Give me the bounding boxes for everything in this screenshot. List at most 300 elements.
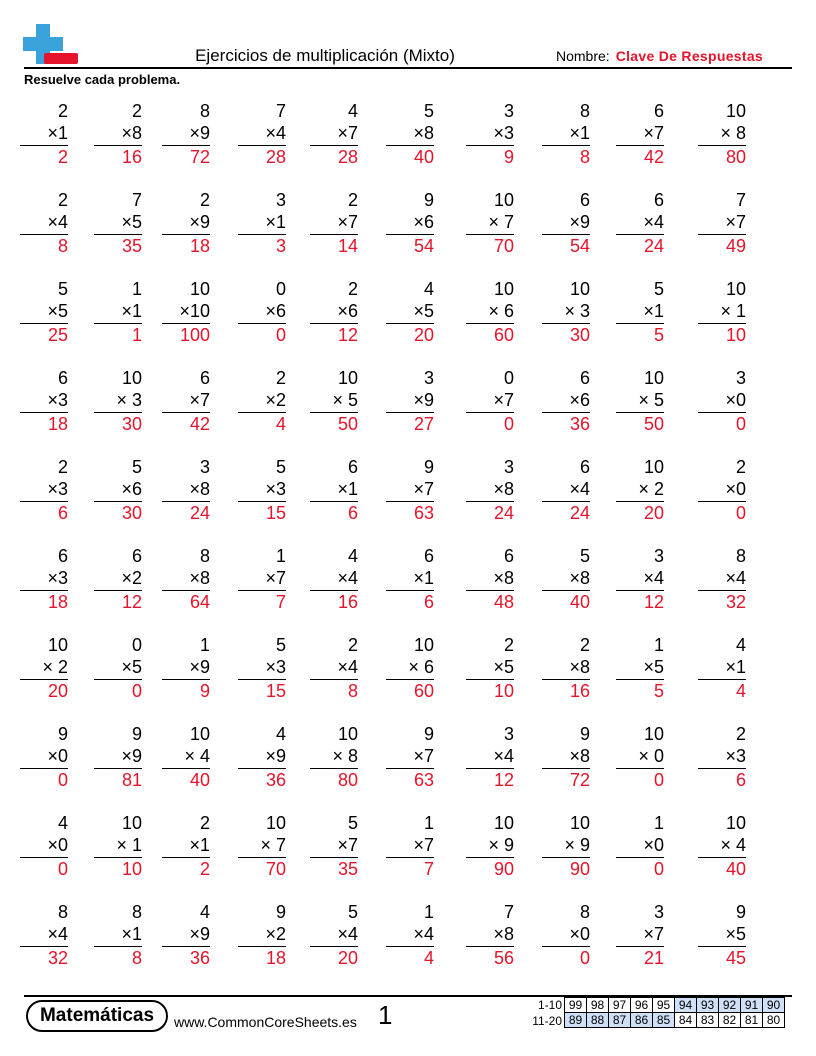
problem-answer: 36 (569, 414, 590, 434)
problem-multiplier: ×7 (386, 834, 434, 858)
score-cell: 94 (675, 998, 697, 1013)
problem (162, 278, 210, 350)
problem-top-number: 7 (131, 190, 142, 210)
problem-multiplier: ×7 (238, 567, 286, 591)
problem (542, 812, 590, 884)
site-url: www.CommonCoreSheets.es (174, 1014, 357, 1030)
problem-top-number: 9 (131, 724, 142, 744)
problem-top-number: 5 (275, 457, 286, 477)
problem-top-number: 7 (275, 101, 286, 121)
problem-answer: 48 (493, 592, 514, 612)
problem (698, 189, 746, 261)
problem-answer: 2 (199, 859, 210, 879)
problem (616, 634, 664, 706)
problem-top-number: 10 (725, 813, 746, 833)
problem (466, 278, 514, 350)
problem-top-number: 9 (275, 902, 286, 922)
problem-answer: 5 (653, 325, 664, 345)
score-cell: 89 (565, 1013, 587, 1028)
problem (616, 456, 664, 528)
problem-multiplier: ×9 (238, 745, 286, 769)
score-table (564, 997, 785, 1028)
problem (94, 278, 142, 350)
problem (20, 100, 68, 172)
problem-top-number: 2 (199, 190, 210, 210)
problem (616, 100, 664, 172)
problem-top-number: 8 (579, 101, 590, 121)
problem-top-number: 5 (347, 902, 358, 922)
problem-answer: 72 (189, 147, 210, 167)
problem-multiplier: ×9 (162, 122, 210, 146)
problem-multiplier: ×4 (466, 745, 514, 769)
problem-multiplier: ×4 (20, 211, 68, 235)
problem (466, 812, 514, 884)
problem (238, 901, 286, 973)
problem-multiplier: ×3 (20, 567, 68, 591)
problem-multiplier: ×5 (386, 300, 434, 324)
problem (94, 456, 142, 528)
problem-multiplier: × 0 (616, 745, 664, 769)
problem-answer: 64 (189, 592, 210, 612)
problem-multiplier: × 8 (698, 122, 746, 146)
problem-multiplier: ×4 (310, 567, 358, 591)
problem-multiplier: ×1 (542, 122, 590, 146)
problem-answer: 18 (47, 414, 68, 434)
problem-answer: 10 (725, 325, 746, 345)
score-row-label: 1-10 (537, 998, 562, 1012)
problem (162, 367, 210, 439)
problem-top-number: 2 (275, 368, 286, 388)
problem-multiplier: ×1 (162, 834, 210, 858)
problem-answer: 8 (347, 681, 358, 701)
problem-multiplier: ×1 (616, 300, 664, 324)
problem (20, 545, 68, 617)
problem-top-number: 2 (131, 101, 142, 121)
problem (466, 723, 514, 795)
problem-top-number: 10 (121, 813, 142, 833)
problem-multiplier: ×4 (310, 656, 358, 680)
problem-answer: 40 (413, 147, 434, 167)
score-cell: 88 (587, 1013, 609, 1028)
problem-top-number: 3 (653, 902, 664, 922)
problem-top-number: 10 (725, 101, 746, 121)
problem-top-number: 6 (199, 368, 210, 388)
problem-multiplier: ×7 (386, 478, 434, 502)
problem-top-number: 0 (131, 635, 142, 655)
problem-answer: 35 (121, 236, 142, 256)
problem (386, 367, 434, 439)
problem-top-number: 3 (653, 546, 664, 566)
problem-answer: 0 (57, 859, 68, 879)
problem (94, 812, 142, 884)
problem-answer: 20 (413, 325, 434, 345)
problem-multiplier: ×3 (20, 478, 68, 502)
problem (698, 723, 746, 795)
problem-answer: 50 (337, 414, 358, 434)
problem (162, 634, 210, 706)
problem (542, 545, 590, 617)
problem-top-number: 1 (653, 635, 664, 655)
problem (466, 100, 514, 172)
problem-answer: 15 (265, 681, 286, 701)
problem-multiplier: ×7 (310, 122, 358, 146)
score-cell: 86 (631, 1013, 653, 1028)
problem-multiplier: ×2 (94, 567, 142, 591)
problem-top-number: 10 (189, 279, 210, 299)
problem-answer: 40 (725, 859, 746, 879)
problem-multiplier: ×7 (310, 834, 358, 858)
problem (20, 189, 68, 261)
problem-multiplier: ×1 (386, 567, 434, 591)
score-cell: 97 (609, 998, 631, 1013)
problem-top-number: 6 (57, 546, 68, 566)
problem-multiplier: ×9 (162, 923, 210, 947)
problem-top-number: 10 (725, 279, 746, 299)
problem-multiplier: ×8 (466, 567, 514, 591)
problem-multiplier: ×9 (162, 656, 210, 680)
logo-icon (22, 22, 80, 68)
problem-top-number: 0 (275, 279, 286, 299)
problem-multiplier: ×3 (20, 389, 68, 413)
problem-answer: 0 (57, 770, 68, 790)
problem (386, 189, 434, 261)
problem-answer: 72 (569, 770, 590, 790)
problem (94, 634, 142, 706)
problem (386, 545, 434, 617)
problem-answer: 2 (57, 147, 68, 167)
problem-multiplier: ×2 (238, 389, 286, 413)
problem (310, 100, 358, 172)
problem (20, 634, 68, 706)
problem-multiplier: ×9 (542, 211, 590, 235)
problem-top-number: 4 (199, 902, 210, 922)
problem-multiplier: ×5 (698, 923, 746, 947)
problem-multiplier: ×8 (542, 745, 590, 769)
problem-top-number: 4 (735, 635, 746, 655)
problem (698, 634, 746, 706)
problem-answer: 0 (735, 414, 746, 434)
problem-top-number: 2 (503, 635, 514, 655)
problem (466, 367, 514, 439)
problem-answer: 8 (57, 236, 68, 256)
problem (542, 901, 590, 973)
problem-top-number: 6 (503, 546, 514, 566)
problem (466, 634, 514, 706)
problem-top-number: 2 (579, 635, 590, 655)
score-cell: 80 (763, 1013, 785, 1028)
problem-answer: 12 (337, 325, 358, 345)
problem-answer: 4 (275, 414, 286, 434)
problem-multiplier: ×4 (698, 567, 746, 591)
header-divider (24, 67, 792, 69)
problem-top-number: 6 (131, 546, 142, 566)
problem-multiplier: ×4 (386, 923, 434, 947)
score-cell: 83 (697, 1013, 719, 1028)
problem-answer: 1 (131, 325, 142, 345)
problem-answer: 0 (131, 681, 142, 701)
problem (542, 367, 590, 439)
problem-top-number: 2 (347, 279, 358, 299)
problem-answer: 56 (493, 948, 514, 968)
problem-multiplier: ×1 (698, 656, 746, 680)
problem-answer: 42 (643, 147, 664, 167)
problem (698, 100, 746, 172)
problem-top-number: 6 (579, 457, 590, 477)
problem-top-number: 6 (579, 190, 590, 210)
score-cell: 98 (587, 998, 609, 1013)
problem (310, 901, 358, 973)
score-cell: 93 (697, 998, 719, 1013)
problem-answer: 54 (569, 236, 590, 256)
problem-multiplier: × 1 (94, 834, 142, 858)
problem (616, 367, 664, 439)
problem (386, 634, 434, 706)
problem-answer: 24 (569, 503, 590, 523)
problem-top-number: 1 (275, 546, 286, 566)
problem (94, 100, 142, 172)
problem-top-number: 2 (735, 724, 746, 744)
problem-top-number: 8 (131, 902, 142, 922)
problem-top-number: 4 (347, 546, 358, 566)
problem-answer: 60 (413, 681, 434, 701)
problem (616, 278, 664, 350)
problem-multiplier: ×4 (20, 923, 68, 947)
problem (162, 901, 210, 973)
problem-multiplier: ×6 (542, 389, 590, 413)
problem-top-number: 10 (337, 724, 358, 744)
problem-multiplier: × 6 (386, 656, 434, 680)
problem-multiplier: ×5 (94, 211, 142, 235)
problem (542, 723, 590, 795)
problem-top-number: 8 (199, 546, 210, 566)
problem-top-number: 10 (121, 368, 142, 388)
problem-multiplier: ×5 (94, 656, 142, 680)
problem-answer: 40 (569, 592, 590, 612)
problem-top-number: 5 (653, 279, 664, 299)
problem (238, 545, 286, 617)
problem-answer: 90 (569, 859, 590, 879)
problem-multiplier: ×0 (20, 834, 68, 858)
problem-multiplier: ×3 (238, 478, 286, 502)
problem-answer: 30 (121, 503, 142, 523)
problem-top-number: 1 (131, 279, 142, 299)
problem-answer: 40 (189, 770, 210, 790)
problem-answer: 24 (493, 503, 514, 523)
problem (162, 812, 210, 884)
problem (238, 634, 286, 706)
problem-top-number: 4 (57, 813, 68, 833)
problem-top-number: 5 (275, 635, 286, 655)
score-cell: 81 (741, 1013, 763, 1028)
problem-multiplier: ×9 (386, 389, 434, 413)
problem-answer: 28 (265, 147, 286, 167)
problem-multiplier: × 4 (162, 745, 210, 769)
problem (310, 367, 358, 439)
problem (94, 367, 142, 439)
problem-answer: 16 (121, 147, 142, 167)
problem-top-number: 10 (47, 635, 68, 655)
brand-badge: Matemáticas (26, 1000, 168, 1032)
problem (238, 367, 286, 439)
problem-top-number: 3 (275, 190, 286, 210)
problem-top-number: 4 (275, 724, 286, 744)
problem-multiplier: × 1 (698, 300, 746, 324)
problem-multiplier: × 9 (466, 834, 514, 858)
problem-answer: 25 (47, 325, 68, 345)
name-value: Clave De Respuestas (615, 48, 764, 64)
problem (698, 456, 746, 528)
problem-answer: 4 (735, 681, 746, 701)
problem-answer: 80 (337, 770, 358, 790)
problem-multiplier: ×8 (542, 567, 590, 591)
problem-top-number: 3 (503, 724, 514, 744)
problem-answer: 3 (275, 236, 286, 256)
problem (162, 456, 210, 528)
problem-top-number: 9 (423, 457, 434, 477)
problem-answer: 50 (643, 414, 664, 434)
problem-top-number: 10 (493, 813, 514, 833)
problem-answer: 54 (413, 236, 434, 256)
name-label: Nombre: (556, 48, 610, 64)
problem-multiplier: ×7 (616, 122, 664, 146)
problem-multiplier: ×3 (466, 122, 514, 146)
problem-multiplier: ×8 (94, 122, 142, 146)
problem-top-number: 5 (347, 813, 358, 833)
problem-answer: 7 (275, 592, 286, 612)
problem-top-number: 3 (503, 101, 514, 121)
problem-answer: 12 (643, 592, 664, 612)
problem-answer: 30 (569, 325, 590, 345)
problem-multiplier: × 6 (466, 300, 514, 324)
problem (542, 100, 590, 172)
problem-answer: 9 (503, 147, 514, 167)
problem-top-number: 6 (347, 457, 358, 477)
problem (616, 545, 664, 617)
problem (238, 100, 286, 172)
problem-multiplier: ×7 (466, 389, 514, 413)
problem-multiplier: ×2 (238, 923, 286, 947)
problem-answer: 24 (189, 503, 210, 523)
problem-multiplier: ×0 (542, 923, 590, 947)
name-field (556, 48, 763, 64)
problem (94, 189, 142, 261)
problem-answer: 90 (493, 859, 514, 879)
problem-multiplier: ×0 (698, 389, 746, 413)
problem-top-number: 4 (423, 279, 434, 299)
problem-multiplier: ×4 (310, 923, 358, 947)
problem-top-number: 2 (57, 190, 68, 210)
problem-top-number: 0 (503, 368, 514, 388)
problem-answer: 30 (121, 414, 142, 434)
score-cell: 96 (631, 998, 653, 1013)
problem-top-number: 10 (569, 813, 590, 833)
problem (616, 901, 664, 973)
problem-top-number: 10 (337, 368, 358, 388)
problem (20, 456, 68, 528)
problem-multiplier: ×4 (616, 567, 664, 591)
problem (310, 545, 358, 617)
problem-answer: 0 (653, 859, 664, 879)
problem-answer: 6 (347, 503, 358, 523)
problem-multiplier: ×8 (386, 122, 434, 146)
score-cell: 85 (653, 1013, 675, 1028)
problem-top-number: 10 (643, 457, 664, 477)
problem-multiplier: ×7 (310, 211, 358, 235)
problem-multiplier: × 8 (310, 745, 358, 769)
problem-multiplier: × 2 (20, 656, 68, 680)
problem-multiplier: ×3 (698, 745, 746, 769)
problem-top-number: 3 (423, 368, 434, 388)
problem (310, 456, 358, 528)
problem-answer: 14 (337, 236, 358, 256)
problem-multiplier: ×0 (616, 834, 664, 858)
problem (238, 278, 286, 350)
problem-answer: 12 (493, 770, 514, 790)
problem-top-number: 9 (735, 902, 746, 922)
problem-top-number: 6 (653, 101, 664, 121)
problem-answer: 35 (337, 859, 358, 879)
problem (162, 723, 210, 795)
problem-answer: 21 (643, 948, 664, 968)
problem (698, 367, 746, 439)
problem-multiplier: ×1 (94, 923, 142, 947)
problem (616, 723, 664, 795)
problem-multiplier: ×7 (386, 745, 434, 769)
problem (162, 545, 210, 617)
problem-multiplier: ×5 (20, 300, 68, 324)
problem-top-number: 8 (579, 902, 590, 922)
problem (466, 545, 514, 617)
problem-multiplier: ×1 (238, 211, 286, 235)
problem (542, 189, 590, 261)
score-cell: 90 (763, 998, 785, 1013)
problem (94, 901, 142, 973)
page-number: 1 (378, 1000, 393, 1030)
problem-multiplier: ×7 (616, 923, 664, 947)
problem-multiplier: ×6 (94, 478, 142, 502)
problem-answer: 6 (57, 503, 68, 523)
problem-multiplier: ×8 (466, 923, 514, 947)
problem-multiplier: ×0 (698, 478, 746, 502)
problem-answer: 24 (643, 236, 664, 256)
problem-answer: 6 (735, 770, 746, 790)
problem-top-number: 1 (199, 635, 210, 655)
score-row-label: 11-20 (532, 1014, 562, 1028)
problem-multiplier: ×9 (162, 211, 210, 235)
problem-multiplier: ×8 (162, 478, 210, 502)
problem-top-number: 8 (735, 546, 746, 566)
problem-multiplier: ×8 (162, 567, 210, 591)
problem (386, 901, 434, 973)
problem (94, 545, 142, 617)
problem-answer: 45 (725, 948, 746, 968)
problem-multiplier: ×5 (616, 656, 664, 680)
problem (310, 723, 358, 795)
problem (310, 812, 358, 884)
problem (616, 812, 664, 884)
problem (466, 456, 514, 528)
problem (162, 100, 210, 172)
problem-top-number: 2 (57, 101, 68, 121)
score-cell: 82 (719, 1013, 741, 1028)
score-cell: 95 (653, 998, 675, 1013)
problem (698, 901, 746, 973)
problem-answer: 6 (423, 592, 434, 612)
problem-multiplier: ×1 (20, 122, 68, 146)
problem-top-number: 3 (503, 457, 514, 477)
problem (542, 634, 590, 706)
problem-answer: 36 (265, 770, 286, 790)
